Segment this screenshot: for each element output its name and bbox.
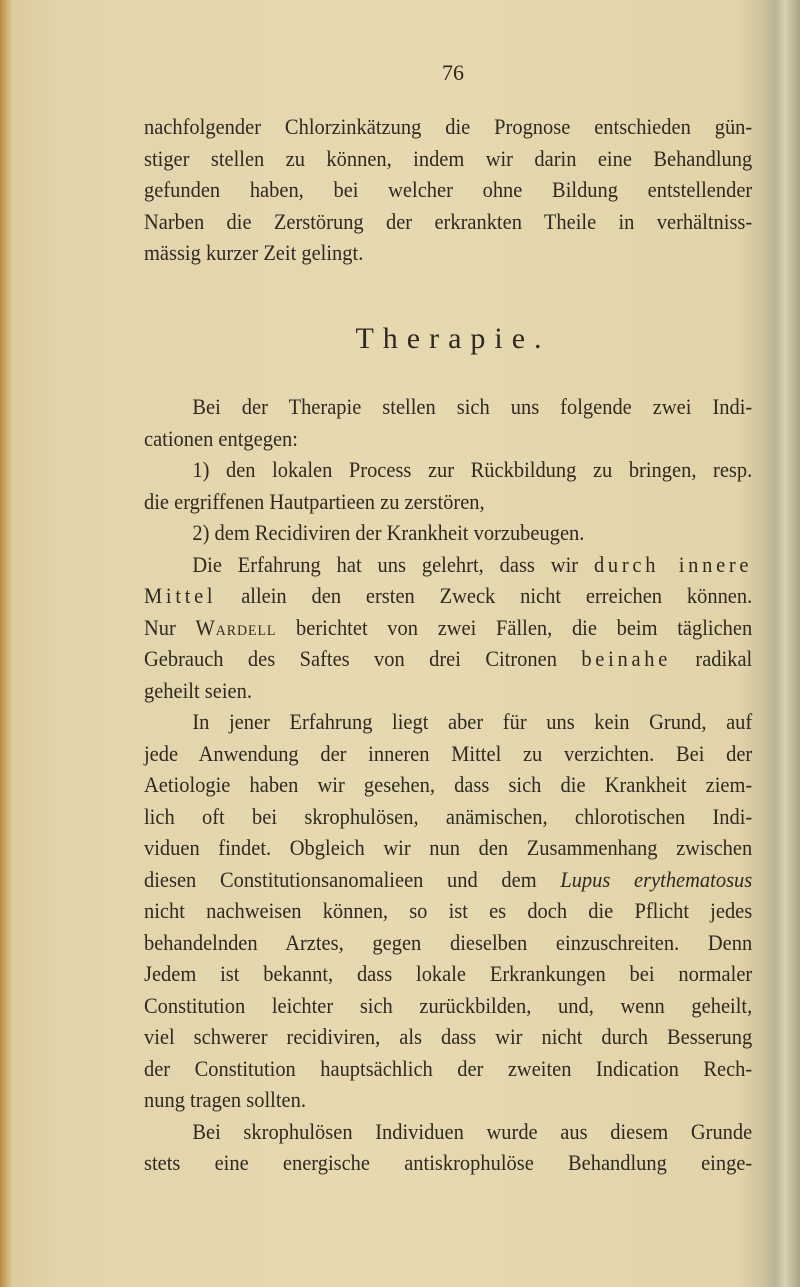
text-segment: Constitution leichter sich zurückbilden, und, wenn geheilt, <box>144 992 753 1018</box>
text-line <box>144 612 752 644</box>
page-number: 76 <box>442 60 464 85</box>
text-segment: Bei skrophulösen Individuen wurde aus diesem Grunde <box>192 1118 753 1144</box>
text-line <box>144 1053 752 1085</box>
text-segment: 2) dem Recidiviren der Krankheit vorzubeugen. <box>192 520 585 545</box>
text-segment: gefunden haben, bei welcher ohne Bildung entstellender <box>144 177 753 202</box>
text-segment: Die Erfahrung hat uns gelehrt, dass wir <box>192 551 594 577</box>
text-segment: Nur <box>144 614 196 640</box>
text-line <box>144 1084 752 1116</box>
text-segment: diesen Constitutionsanomalieen und dem <box>144 866 561 892</box>
text-segment: allein den ersten Zweck nicht erreichen können. <box>216 583 753 608</box>
text-line <box>144 549 752 581</box>
text-line <box>144 1116 752 1148</box>
emphasized-text: beinahe <box>581 646 672 671</box>
text-line <box>144 643 752 675</box>
text-line <box>144 927 752 959</box>
text-segment: geheilt seien. <box>144 677 252 703</box>
text-segment: nicht nachweisen können, so ist es doch die Pflicht jedes <box>144 898 753 923</box>
text-line <box>144 864 752 896</box>
text-line <box>144 801 752 833</box>
text-segment: jede Anwendung der inneren Mittel zu verzichten. Bei der <box>144 740 753 766</box>
text-segment: viduen findet. Obgleich wir nun den Zusammenhang zwischen <box>144 835 753 860</box>
text-line <box>144 675 752 707</box>
text-segment: Jedem ist bekannt, dass lokale Erkrankungen bei normaler <box>144 961 753 986</box>
text-segment: stets eine energische antiskrophulöse Behandlung einge- <box>144 1150 753 1175</box>
text-segment: Bei der Therapie stellen sich uns folgende zwei Indi- <box>192 394 753 419</box>
text-segment: mässig kurzer Zeit gelingt. <box>144 240 364 265</box>
text-segment: nachfolgender Chlorzinkätzung die Prognose entschieden gün- <box>144 114 753 139</box>
text-segment: behandelnden Arztes, gegen dieselben einzuschreiten. Denn <box>144 929 753 955</box>
section-title: Therapie. <box>355 322 551 355</box>
text-segment: Aetiologie haben wir gesehen, dass sich die Krankheit ziem- <box>144 772 753 797</box>
text-line <box>144 454 752 486</box>
text-line <box>144 206 752 238</box>
text-segment: 1) den lokalen Process zur Rückbildung zu bringen, resp. <box>192 457 753 482</box>
text-line <box>144 517 752 549</box>
text-segment: In jener Erfahrung liegt aber für uns kein Grund, auf <box>192 709 753 734</box>
text-segment: cationen entgegen: <box>144 425 298 451</box>
author-name: Wardell <box>195 614 277 640</box>
text-segment: radikal <box>671 646 753 671</box>
text-line <box>144 1021 752 1053</box>
text-line <box>144 174 752 206</box>
text-line <box>144 423 752 455</box>
text-segment: der Constitution hauptsächlich der zweiten Indication Rech- <box>144 1055 753 1081</box>
text-segment: lich oft bei skrophulösen, anämischen, chlorotischen Indi- <box>144 803 753 829</box>
text-line <box>144 895 752 927</box>
text-segment: die ergriffenen Hautpartieen zu zerstören, <box>144 488 485 514</box>
text-segment: viel schwerer recidiviren, als dass wir nicht durch Besserung <box>144 1024 753 1049</box>
text-line <box>144 990 752 1022</box>
emphasized-text: durch innere <box>593 551 753 577</box>
text-line <box>144 958 752 990</box>
text-segment: nung tragen sollten. <box>144 1087 306 1112</box>
text-segment: Gebrauch des Saftes von drei Citronen <box>144 646 582 671</box>
text-line <box>144 706 752 738</box>
emphasized-text: Mittel <box>144 583 217 608</box>
text-line <box>144 143 752 175</box>
text-line <box>144 738 752 770</box>
text-line <box>144 832 752 864</box>
text-line <box>144 486 752 518</box>
text-segment: berichtet von zwei Fällen, die beim täglichen <box>276 614 753 640</box>
text-line <box>144 111 752 143</box>
text-line <box>144 769 752 801</box>
text-line <box>144 237 752 269</box>
italic-term: Lupus erythematosus <box>560 866 753 892</box>
text-line <box>144 391 752 423</box>
text-segment: Narben die Zerstörung der erkrankten Theile in verhältniss- <box>144 208 753 234</box>
text-line <box>144 580 752 612</box>
text-line <box>144 1147 752 1179</box>
text-segment: stiger stellen zu können, indem wir darin eine Behandlung <box>144 145 753 171</box>
